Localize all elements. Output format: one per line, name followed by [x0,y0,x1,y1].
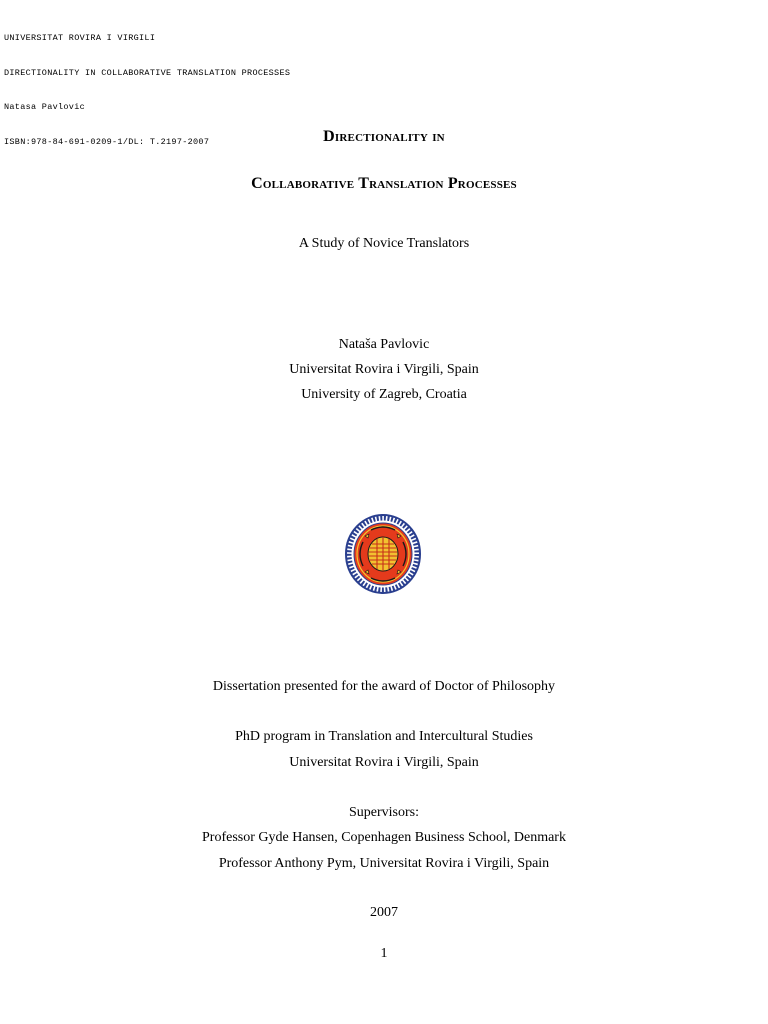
program-name: PhD program in Translation and Intercultural Studies [235,729,533,744]
supervisor-item: Professor Gyde Hansen, Copenhagen Business School, Denmark [202,830,566,845]
author-name: Nataša Pavlovic [338,337,430,352]
header-isbn: ISBN:978-84-691-0209-1/DL: T.2197-2007 [4,136,210,147]
header-author: Natasa Pavlovic [4,102,86,112]
page-title-line-2: Collaborative Translation Processes [251,175,517,192]
author-affiliation-2: University of Zagreb, Croatia [301,387,467,402]
dissertation-statement: Dissertation presented for the award of Doctor of Philosophy [212,679,556,694]
page-number: 1 [380,946,388,961]
author-affiliation-1: Universitat Rovira i Virgili, Spain [289,362,479,377]
program-university: Universitat Rovira i Virgili, Spain [289,755,479,770]
header-title: DIRECTIONALITY IN COLLABORATIVE TRANSLATION PROCESSES [4,67,291,78]
supervisors-label: Supervisors: [349,805,419,820]
page-title-line-1: Directionality in [323,128,445,145]
university-seal-icon [343,512,423,596]
publication-year: 2007 [370,905,398,920]
header-university: UNIVERSITAT ROVIRA I VIRGILI [4,33,156,43]
subtitle: A Study of Novice Translators [298,236,470,251]
supervisor-item: Professor Anthony Pym, Universitat Rovira i Virgili, Spain [218,856,550,871]
